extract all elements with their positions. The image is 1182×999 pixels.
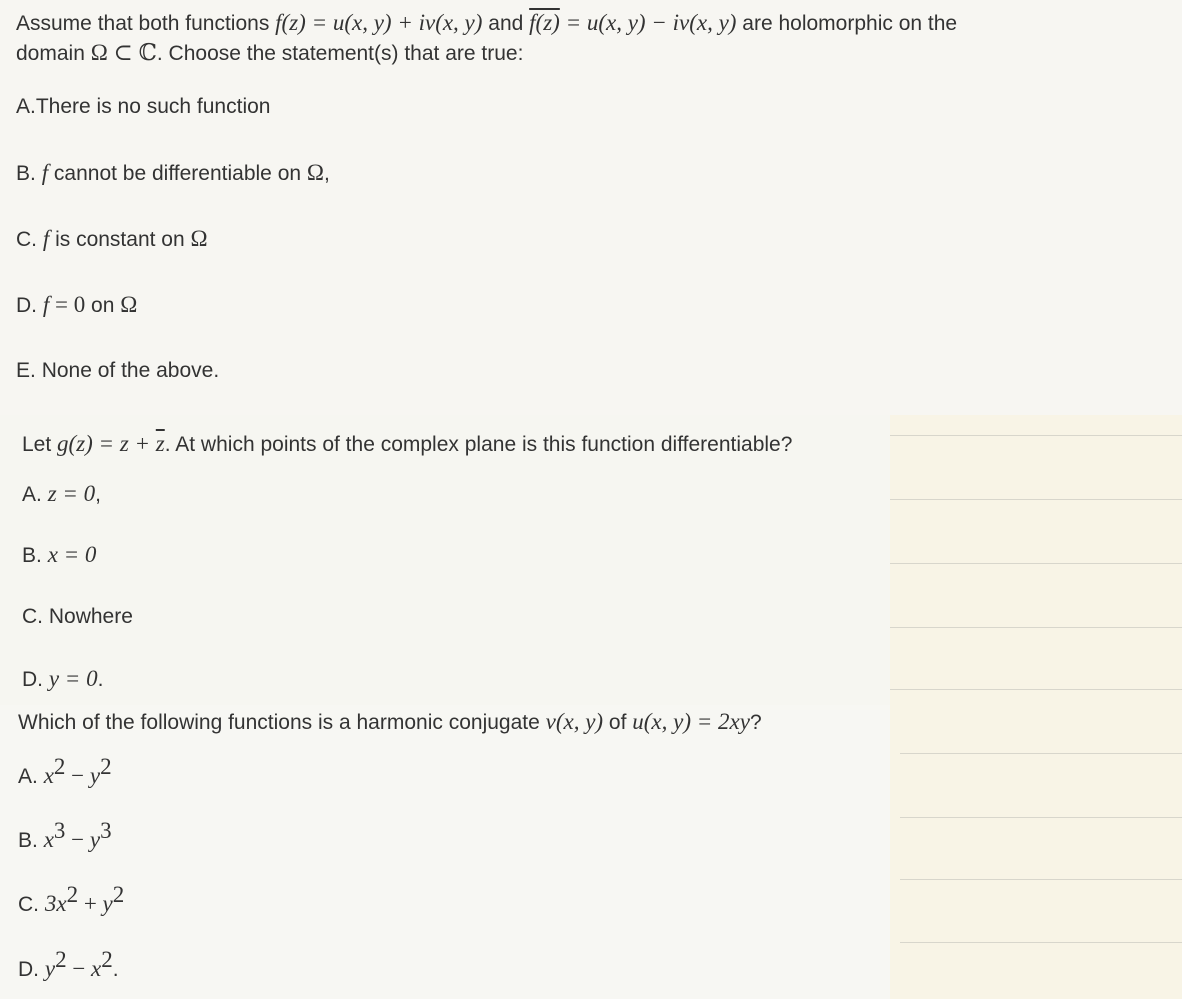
question-1-stem-line2: domain Ω ⊂ ℂ. Choose the statement(s) that are true: xyxy=(16,40,524,65)
q1-option-d[interactable]: D. f = 0 on Ω xyxy=(16,292,138,317)
question-3-stem: Which of the following functions is a harmonic conjugate v(x, y) of u(x, y) = 2xy? xyxy=(18,709,762,734)
q1-option-e[interactable]: E. None of the above. xyxy=(16,359,220,382)
q2-option-a[interactable]: A. z = 0, xyxy=(22,481,102,506)
q1-option-c[interactable]: C. f is constant on Ω xyxy=(16,226,208,251)
q1-option-b[interactable]: B. f cannot be differentiable on Ω, xyxy=(16,160,330,185)
q3-option-c[interactable]: C. $3x^2 + y^2$ xyxy=(18,882,125,916)
q2-option-c[interactable]: C. Nowhere xyxy=(22,605,133,628)
question-2-stem: Let $g(z) = z + \overline{z}$. At which points of the complex plane is this function differentiable? xyxy=(22,431,793,456)
right-margin-panel xyxy=(890,415,1182,999)
q3-option-d[interactable]: D. $y^2 - x^2$. xyxy=(18,947,119,981)
q3-option-b[interactable]: B. $x^3 - y^3$ xyxy=(18,818,112,852)
question-3-panel xyxy=(0,705,900,999)
question-1-stem-line1: Assume that both functions f(z) = u(x, y) + iv(x, y) and f(z) = u(x, y) − iv(x, y) are holomorphic on the xyxy=(16,10,958,35)
q2-option-d[interactable]: D. y = 0. xyxy=(22,666,104,691)
conjugate-z: $\overline{z}$ xyxy=(155,431,165,456)
q3-option-a[interactable]: A. $x^2 - y^2$ xyxy=(18,754,112,788)
conjugate-f: f(z) xyxy=(529,10,560,35)
q1-option-a[interactable]: A.There is no such function xyxy=(16,95,271,118)
q2-option-b[interactable]: B. x = 0 xyxy=(22,542,97,567)
